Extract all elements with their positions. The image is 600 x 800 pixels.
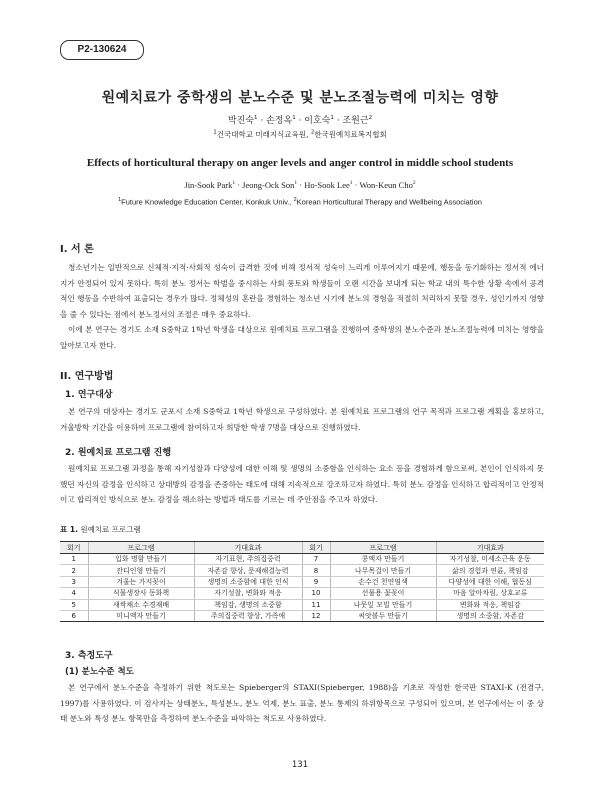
column-header: 기대효과 (194, 542, 302, 554)
column-header: 기대효과 (436, 542, 544, 554)
table-row (60, 576, 544, 587)
table-cell: 손수건 천연염색 (330, 576, 436, 587)
author-affil-mark: 1 (349, 180, 353, 187)
table-cell: 나무목걸이 만들기 (330, 565, 436, 576)
author-affil-mark: 1 (292, 115, 296, 121)
table-cell: 선물용 꽃꽂이 (330, 588, 436, 599)
section-heading-introduction: I. 서 론 (60, 244, 94, 255)
author-affil-mark: 1 (330, 115, 334, 121)
author-affil-mark: 1 (294, 180, 298, 187)
table-cell: 입화 명함 만들기 (88, 554, 194, 565)
table-cell: 생명의 소중함, 자존감 (436, 610, 544, 621)
affiliations-english (0, 197, 600, 207)
subsection-heading-subjects: 1. 연구대상 (65, 390, 113, 400)
column-header: 프로그램 (88, 542, 194, 554)
table-cell: 4 (60, 588, 88, 599)
methods-paragraph-subjects: 본 연구의 대상자는 경기도 군포시 소재 S중학교 1학년 학생으로 구성하였다. 본 원예치료 프로그램의 연구 목적과 프로그램 계획을 홍보하고, 겨울방학 기간을 이용하여 프로그램에 참여하고자 희망한 학생 7명을 대상으로 진행하였다. (60, 407, 544, 432)
affil-mark: 1 (118, 197, 122, 203)
table-cell: 미니액자 만들기 (88, 610, 194, 621)
table-cell: 콩액자 만들기 (330, 554, 436, 565)
title-english: Effects of horticultural therapy on anger levels and anger control in middle school students (86, 157, 514, 169)
table-cell: 다양성에 대한 이해, 협동심 (436, 576, 544, 587)
column-header: 프로그램 (330, 542, 436, 554)
table-cell: 자존감 향상, 문제해결능력 (194, 565, 302, 576)
table-cell: 6 (60, 610, 88, 621)
affil-text: 한국원예치료복지협회 (314, 130, 387, 139)
table-caption-text: 원예치료 프로그램 (77, 525, 141, 534)
table-cell: 8 (302, 565, 330, 576)
table-cell: 주의집중력 향상, 가족애 (194, 610, 302, 621)
author-separator: · (352, 180, 360, 190)
table-cell: 2 (60, 565, 88, 576)
intro-paragraph-1: 청소년기는 일반적으로 신체적·지적·사회적 성숙이 급격한 것에 비해 정서적 성숙이 느리게 이루어지기 때문에, 행동을 동기화하는 정서적 에너지가 안정되어 있지 못하다. 특히 분노 정서는 학벌을 중시하는 사회 풍토와 학생들이 오랜 시간을 보내게 되는 학교 내의 특수한 상황 속에서 공격적인 행동을 수반하여 표출되는 경우가 많다. 정체성의 혼란을 경험하는 청소년 시기에 분노의 경험을 적절히 처리하지 못할 경우, 성인기까지 영향을 줄 수 있다는 점에서 분노정서의 조절은 매우 중요하다. (60, 263, 544, 319)
table-row (60, 599, 544, 610)
affil-text: 건국대학교 미래지식교육원, (216, 130, 311, 139)
table-cell: 5 (60, 599, 88, 610)
author-affil-mark: 2 (412, 180, 416, 187)
affil-text: Future Knowledge Education Center, Konkuk Univ., (121, 197, 294, 207)
methods-paragraph-program: 원예치료 프로그램 과정을 통해 자기성찰과 다양성에 대한 이해 및 생명의 소중함을 인식하는 요소 등을 경험하게 함으로써, 본인이 인식하지 못했던 자신의 감정을 인식하고 상대방의 감정을 존중하는 태도에 대해 지속적으로 강조하고자 하였다. 특히 분노 감정을 인식하고 합리적이고 안정적이고 합리적인 방식으로 분노 감정을 해소하는 방법과 태도를 기르는 데 주안점을 주고자 하였다. (60, 464, 544, 504)
table-cell: 11 (302, 599, 330, 610)
author-separator: · (257, 116, 267, 126)
subsection-heading-measures: 3. 측정도구 (65, 651, 113, 661)
table-cell: 9 (302, 576, 330, 587)
author-name: 손정옥 (266, 116, 293, 126)
table-cell: 잔디인형 만들기 (88, 565, 194, 576)
affil-mark: 2 (310, 129, 315, 136)
poster-id-badge: P2-130624 (60, 40, 144, 60)
table-cell: 12 (302, 610, 330, 621)
table-cell: 마음 알아차림, 상호교류 (436, 588, 544, 599)
table-cell: 7 (302, 554, 330, 565)
author-separator: · (297, 180, 305, 190)
author-name: Jin-Sook Park (184, 180, 233, 190)
table-cell: 겨울는 가지꽂이 (88, 576, 194, 587)
affiliations-korean (0, 129, 600, 140)
author-separator: · (295, 116, 305, 126)
table-cell: 씨앗볼두 만들기 (330, 610, 436, 621)
table-cell: 자기성찰, 변화와 적응 (194, 588, 302, 599)
table-row (60, 565, 544, 576)
table-cell: 나뭇잎 모빌 만들기 (330, 599, 436, 610)
title-korean: 원예치료가 중학생의 분노수준 및 분노조절능력에 미치는 영향 (101, 90, 499, 106)
author-name: 조원근 (342, 116, 369, 126)
table-cell: 자기성찰, 미세소근육 운동 (436, 554, 544, 565)
table-cell: 자기표현, 주의집중력 (194, 554, 302, 565)
table-cell: 1 (60, 554, 88, 565)
column-header: 회기 (302, 542, 330, 554)
table-cell: 새싹채소 수경재배 (88, 599, 194, 610)
author-name: Jeong-Ock Son (242, 180, 295, 190)
author-separator: · (235, 180, 243, 190)
subsection-heading-anger-scale: (1) 분노수준 척도 (65, 667, 134, 677)
section-heading-methods: II. 연구방법 (60, 371, 114, 382)
author-name: 박진숙 (227, 116, 255, 126)
table-cell: 삶의 경험과 연륜, 책임감 (436, 565, 544, 576)
table-caption (60, 524, 141, 535)
table-cell: 생명의 소중함에 대한 인식 (194, 576, 302, 587)
affil-text: Korean Horticultural Therapy and Wellbeing Association (296, 197, 482, 207)
intro-paragraph-2: 이에 본 연구는 경기도 소재 S중학교 1학년 학생을 대상으로 원예치료 프로그램을 진행하여 중학생의 분노수준과 분노조절능력에 미치는 영향을 알아보고자 한다. (60, 325, 544, 350)
table-cell: 10 (302, 588, 330, 599)
author-name: 이호숙 (304, 116, 331, 126)
table-cell: 변화와 적응, 책임감 (436, 599, 544, 610)
methods-paragraph-measures: 본 연구에서 분노수준을 측정하기 위한 척도로는 Spieberger의 STAXI(Spieberger, 1988)을 기초로 작성한 한국판 STAXI-K (전겸구, 1997)를 사용하였다. 이 검사지는 상태분노, 특성분노, 분노 억제, 분노 표출, 분노 통제의 하위항목으로 구성되어 있으며, 본 연구에서는 이 중 상태 분노와 특성 분노 항목만을 측정하여 분노수준을 파악하는 척도로 사용하였다. (60, 683, 544, 723)
author-separator: · (333, 116, 343, 126)
author-name: Ho-Sook Lee (304, 180, 350, 190)
table-header-row (60, 542, 544, 554)
program-table (60, 541, 544, 622)
table-row (60, 588, 544, 599)
affil-mark: 1 (213, 129, 217, 136)
subsection-heading-program: 2. 원예치료 프로그램 진행 (65, 448, 172, 458)
author-name: Won-Keun Cho (359, 180, 413, 190)
table-cell: 책임감, 생명의 소중함 (194, 599, 302, 610)
author-affil-mark: 1 (232, 180, 236, 187)
table-cell: 3 (60, 576, 88, 587)
page-number: 131 (291, 760, 309, 770)
table-row (60, 610, 544, 621)
author-affil-mark: 2 (368, 115, 373, 121)
author-affil-mark: 1 (254, 115, 258, 121)
table-caption-label: 표 1. (60, 525, 78, 534)
table-row (60, 554, 544, 565)
column-header: 회기 (60, 542, 88, 554)
affil-mark: 2 (293, 197, 297, 203)
authors-english (0, 180, 600, 190)
table-cell: 식물생장사 동화책 (88, 588, 194, 599)
authors-korean (0, 113, 600, 126)
